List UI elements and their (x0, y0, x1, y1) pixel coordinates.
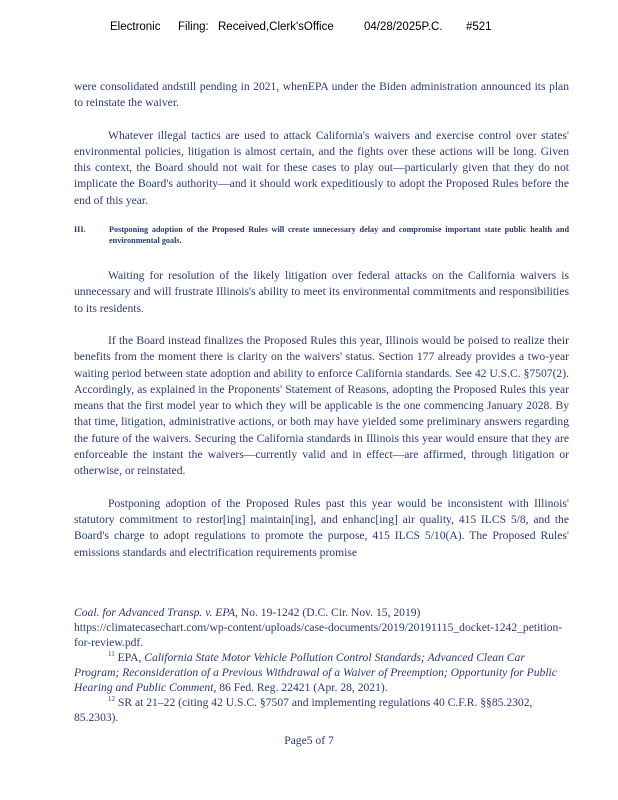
section-title: Postponing adoption of the Proposed Rules will create unnecessary delay and compromise important state public health and environmental goals. (109, 225, 569, 245)
footnote-continued (74, 605, 569, 620)
header-number: #521 (466, 21, 492, 33)
page-number: Page5 of 7 (284, 734, 334, 747)
filing-header (0, 21, 618, 39)
footnote-case-cite: , No. 19-1242 (D.C. Cir. Nov. 15, 2019) (235, 606, 421, 619)
paragraph-5: Postponing adoption of the Proposed Rules past this year would be inconsistent with Illinois' statutory commitment to restor[ing] maintain[ing], and enhanc[ing] air quality, 415 ILCS 5/8, and the Board's charge to adopt regulations to promote the purpose, 415 ILCS 5/10(A). The Proposed Rules' emissions standards and electrification requirements promise (74, 496, 569, 559)
footnotes (74, 605, 569, 725)
footnote-11-lead: EPA, (117, 651, 145, 664)
paragraph-1: were consolidated andstill pending in 2021, whenEPA under the Biden administration announced its plan to reinstate the waiver. (74, 80, 569, 110)
footnote-case-name: Coal. for Advanced Transp. v. EPA (74, 606, 236, 619)
footnote-11 (74, 650, 569, 695)
section-heading (74, 225, 569, 246)
header-filing: Filing: (178, 21, 209, 33)
document-body (74, 79, 569, 577)
header-date: 04/28/2025P.C. (364, 21, 443, 33)
header-received: Received,Clerk'sOffice (218, 21, 334, 33)
footnote-url[interactable]: https://climatecasechart.com/wp-content/uploads/case-documents/2019/20191115_docket-1242_petition-for-review.pdf. (74, 621, 563, 649)
footnote-12-marker: 12 (108, 695, 115, 704)
section-number: III. (74, 225, 86, 235)
paragraph-4: If the Board instead finalizes the Proposed Rules this year, Illinois would be poised to realize their benefits from the moment there is clarity on the waivers' status. Section 177 already provides a two-year waiting period between state adoption and ability to enforce California standards. See 42 U.S.C. §7507(2). Accordingly, as explained in the Proponents' Statement of Reasons, adopting the Proposed Rules this year means that the first model year to which they will be applicable is the one commencing January 2028. By that time, litigation, administrative actions, or both may have yielded some preliminary answers regarding the future of the waivers. Securing the California standards in Illinois this year would ensure that they are enforceable the instant the waivers—currently valid and in effect—are affirmed, through litigation or otherwise, or reinstated. (74, 333, 569, 478)
paragraph-3: Waiting for resolution of the likely litigation over federal attacks on the California waivers is unnecessary and will frustrate Illinois's ability to meet its environmental commitments and responsibilities to its residents. (74, 269, 569, 315)
footnote-11-cite: , 86 Fed. Reg. 22421 (Apr. 28, 2021). (213, 681, 388, 694)
footnote-11-title: California State Motor Vehicle Pollution Control Standards; Advanced Clean Car Program; Reconsideration of a Previous Withdrawal of a Waiver of Preemption; Opportunity for Public Hearing and Public Comment (74, 651, 557, 694)
footnote-12-text: SR at 21–22 (citing 42 U.S.C. §7507 and implementing regulations 40 C.F.R. §§85.2302, 85.2303). (74, 696, 533, 724)
footnote-12 (74, 695, 569, 725)
paragraph-2: Whatever illegal tactics are used to attack California's waivers and exercise control over states' environmental policies, litigation is almost certain, and the fights over these actions will be long. Given this context, the Board should not wait for these cases to play out—particularly given that they do not implicate the Board's authority—and it should work expeditiously to adopt the Proposed Rules before the end of this year. (74, 128, 569, 207)
footnote-11-marker: 11 (108, 650, 115, 659)
header-electronic: Electronic (110, 21, 161, 33)
